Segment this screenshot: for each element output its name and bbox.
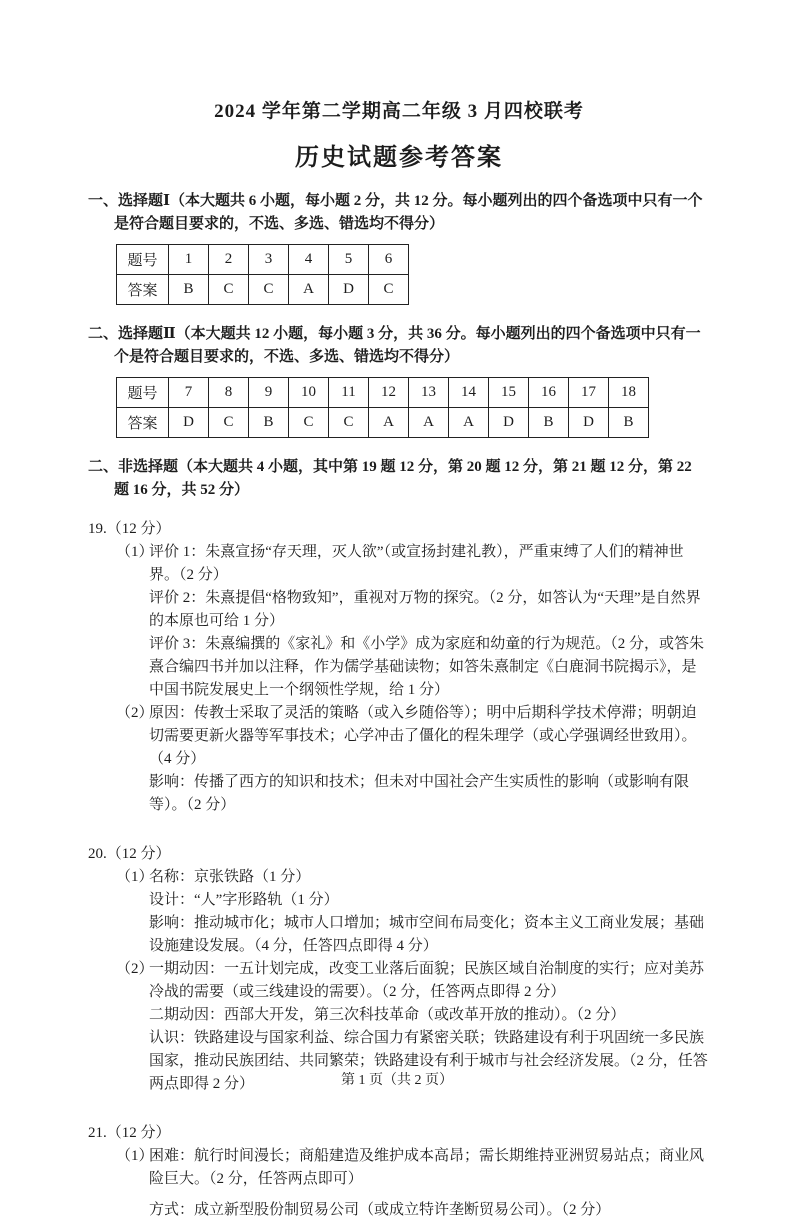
answer-cell: D [169, 408, 209, 438]
mc1-qnum-row [117, 245, 409, 275]
answer-paragraph [116, 771, 710, 817]
answer-cell: C [209, 408, 249, 438]
answer-text: 二期动因：西部大开发，第三次科技革命（或改革开放的推动）。（2 分） [149, 1007, 626, 1023]
answer-paragraph [116, 702, 710, 771]
answer-cell: D [329, 275, 369, 305]
sub-question-number: （1） [116, 544, 154, 560]
qnum-cell: 12 [369, 378, 409, 408]
answer-cell: A [409, 408, 449, 438]
qnum-cell: 3 [249, 245, 289, 275]
question-20-head: 20.（12 分） [88, 846, 171, 862]
answer-paragraph [116, 1145, 710, 1191]
answer-text: 评价 3：朱熹编撰的《家礼》和《小学》成为家庭和幼童的行为规范。（2 分，或答朱熹合编四书并加以注释，作为儒学基础读物；如答朱熹制定《白鹿洞书院揭示》，是中国书院发展史上一个纲领性学规，给 1 分） [149, 636, 705, 698]
answer-text: 设计：“人”字形路轨（1 分） [149, 892, 339, 908]
answer-cell: A [289, 275, 329, 305]
answer-paragraph [116, 866, 710, 889]
exam-title: 2024 学年第二学期高二年级 3 月四校联考 [214, 101, 584, 122]
answer-text: 困难：航行时间漫长；商船建造及维护成本高昂；需长期维持亚洲贸易站点；商业风险巨大。（2 分，任答两点即可） [149, 1148, 705, 1187]
qnum-cell: 13 [409, 378, 449, 408]
row-label-qnum: 题号 [117, 378, 169, 408]
answer-cell: B [249, 408, 289, 438]
answer-cell: C [249, 275, 289, 305]
answer-paragraph [116, 541, 710, 587]
question-21-body [116, 1145, 710, 1222]
qnum-cell: 18 [609, 378, 649, 408]
answer-cell: C [209, 275, 249, 305]
answer-sheet-title: 历史试题参考答案 [295, 145, 503, 171]
answer-cell: A [449, 408, 489, 438]
sub-question-number: （2） [116, 961, 154, 977]
answer-cell: C [289, 408, 329, 438]
answer-text: 认识：铁路建设与国家利益、综合国力有紧密关联；铁路建设有利于巩固统一多民族国家，推动民族团结、共同繁荣；铁路建设有利于城市与社会经济发展。（2 分，任答两点即得 2 分） [149, 1030, 708, 1092]
qnum-cell: 7 [169, 378, 209, 408]
answer-text: 名称：京张铁路（1 分） [149, 869, 311, 885]
row-label-answer: 答案 [117, 408, 169, 438]
answer-paragraph [116, 889, 710, 912]
question-19-head: 19.（12 分） [88, 521, 171, 537]
answer-cell: A [369, 408, 409, 438]
qnum-cell: 9 [249, 378, 289, 408]
qnum-cell: 11 [329, 378, 369, 408]
mc2-answer-table [116, 377, 649, 438]
answer-paragraph [116, 587, 710, 633]
answer-text: 一期动因：一五计划完成，改变工业落后面貌；民族区域自治制度的实行；应对美苏冷战的需要（或三线建设的需要）。（2 分，任答两点即得 2 分） [149, 961, 705, 1000]
qnum-cell: 15 [489, 378, 529, 408]
row-label-qnum: 题号 [117, 245, 169, 275]
mc2-answer-row [117, 408, 649, 438]
answer-text: 影响：传播了西方的知识和技术；但未对中国社会产生实质性的影响（或影响有限等）。（2 分） [149, 774, 690, 813]
qnum-cell: 16 [529, 378, 569, 408]
answer-cell: B [169, 275, 209, 305]
sub-question-number: （2） [116, 705, 154, 721]
answer-paragraph [116, 633, 710, 702]
answer-text: 评价 2：朱熹提倡“格物致知”，重视对万物的探究。（2 分，如答认为“天理”是自然界的本原也可给 1 分） [149, 590, 701, 629]
answer-cell: D [489, 408, 529, 438]
answer-cell: B [529, 408, 569, 438]
question-21-head: 21.（12 分） [88, 1125, 171, 1141]
answer-cell: D [569, 408, 609, 438]
answer-paragraph [116, 958, 710, 1004]
qnum-cell: 4 [289, 245, 329, 275]
row-label-answer: 答案 [117, 275, 169, 305]
answer-cell: B [609, 408, 649, 438]
answer-paragraph [116, 1004, 710, 1027]
question-19 [88, 518, 710, 817]
qnum-cell: 8 [209, 378, 249, 408]
section-mc2-heading: 二、选择题Ⅱ（本大题共 12 小题，每小题 3 分，共 36 分。每小题列出的四个备选项中只有一个是符合题目要求的，不选、多选、错选均不得分） [88, 326, 701, 365]
section-frq-heading: 二、非选择题（本大题共 4 小题，其中第 19 题 12 分，第 20 题 12 分，第 21 题 12 分，第 22 题 16 分，共 52 分） [88, 459, 692, 498]
question-21 [88, 1122, 710, 1222]
answer-text: 原因：传教士采取了灵活的策略（或入乡随俗等）；明中后期科学技术停滞；明朝迫切需要更新火器等军事技术；心学冲击了僵化的程朱理学（或心学强调经世致用）。（4 分） [149, 705, 697, 767]
question-20-body [116, 866, 710, 1096]
answer-text: 评价 1：朱熹宣扬“存天理，灭人欲”（或宣扬封建礼教），严重束缚了人们的精神世界。（2 分） [149, 544, 684, 583]
qnum-cell: 10 [289, 378, 329, 408]
answer-paragraph [116, 912, 710, 958]
qnum-cell: 14 [449, 378, 489, 408]
qnum-cell: 1 [169, 245, 209, 275]
question-20 [88, 843, 710, 1096]
question-19-body [116, 541, 710, 817]
section-mc1-heading: 一、选择题Ⅰ（本大题共 6 小题，每小题 2 分，共 12 分。每小题列出的四个备选项中只有一个是符合题目要求的，不选、多选、错选均不得分） [88, 193, 703, 232]
mc1-answer-row [117, 275, 409, 305]
sub-question-number: （1） [116, 1148, 154, 1164]
page-number: 第 1 页（共 2 页） [341, 1073, 453, 1088]
qnum-cell: 6 [369, 245, 409, 275]
mc2-qnum-row [117, 378, 649, 408]
answer-cell: C [329, 408, 369, 438]
qnum-cell: 5 [329, 245, 369, 275]
answer-text: 方式：成立新型股份制贸易公司（或成立特许垄断贸易公司）。（2 分） [149, 1202, 611, 1218]
answer-text: 影响：推动城市化；城市人口增加；城市空间布局变化；资本主义工商业发展；基础设施建设发展。（4 分，任答四点即得 4 分） [149, 915, 705, 954]
answer-paragraph [116, 1199, 710, 1222]
mc1-answer-table [116, 244, 409, 305]
qnum-cell: 17 [569, 378, 609, 408]
qnum-cell: 2 [209, 245, 249, 275]
sub-question-number: （1） [116, 869, 154, 885]
answer-cell: C [369, 275, 409, 305]
